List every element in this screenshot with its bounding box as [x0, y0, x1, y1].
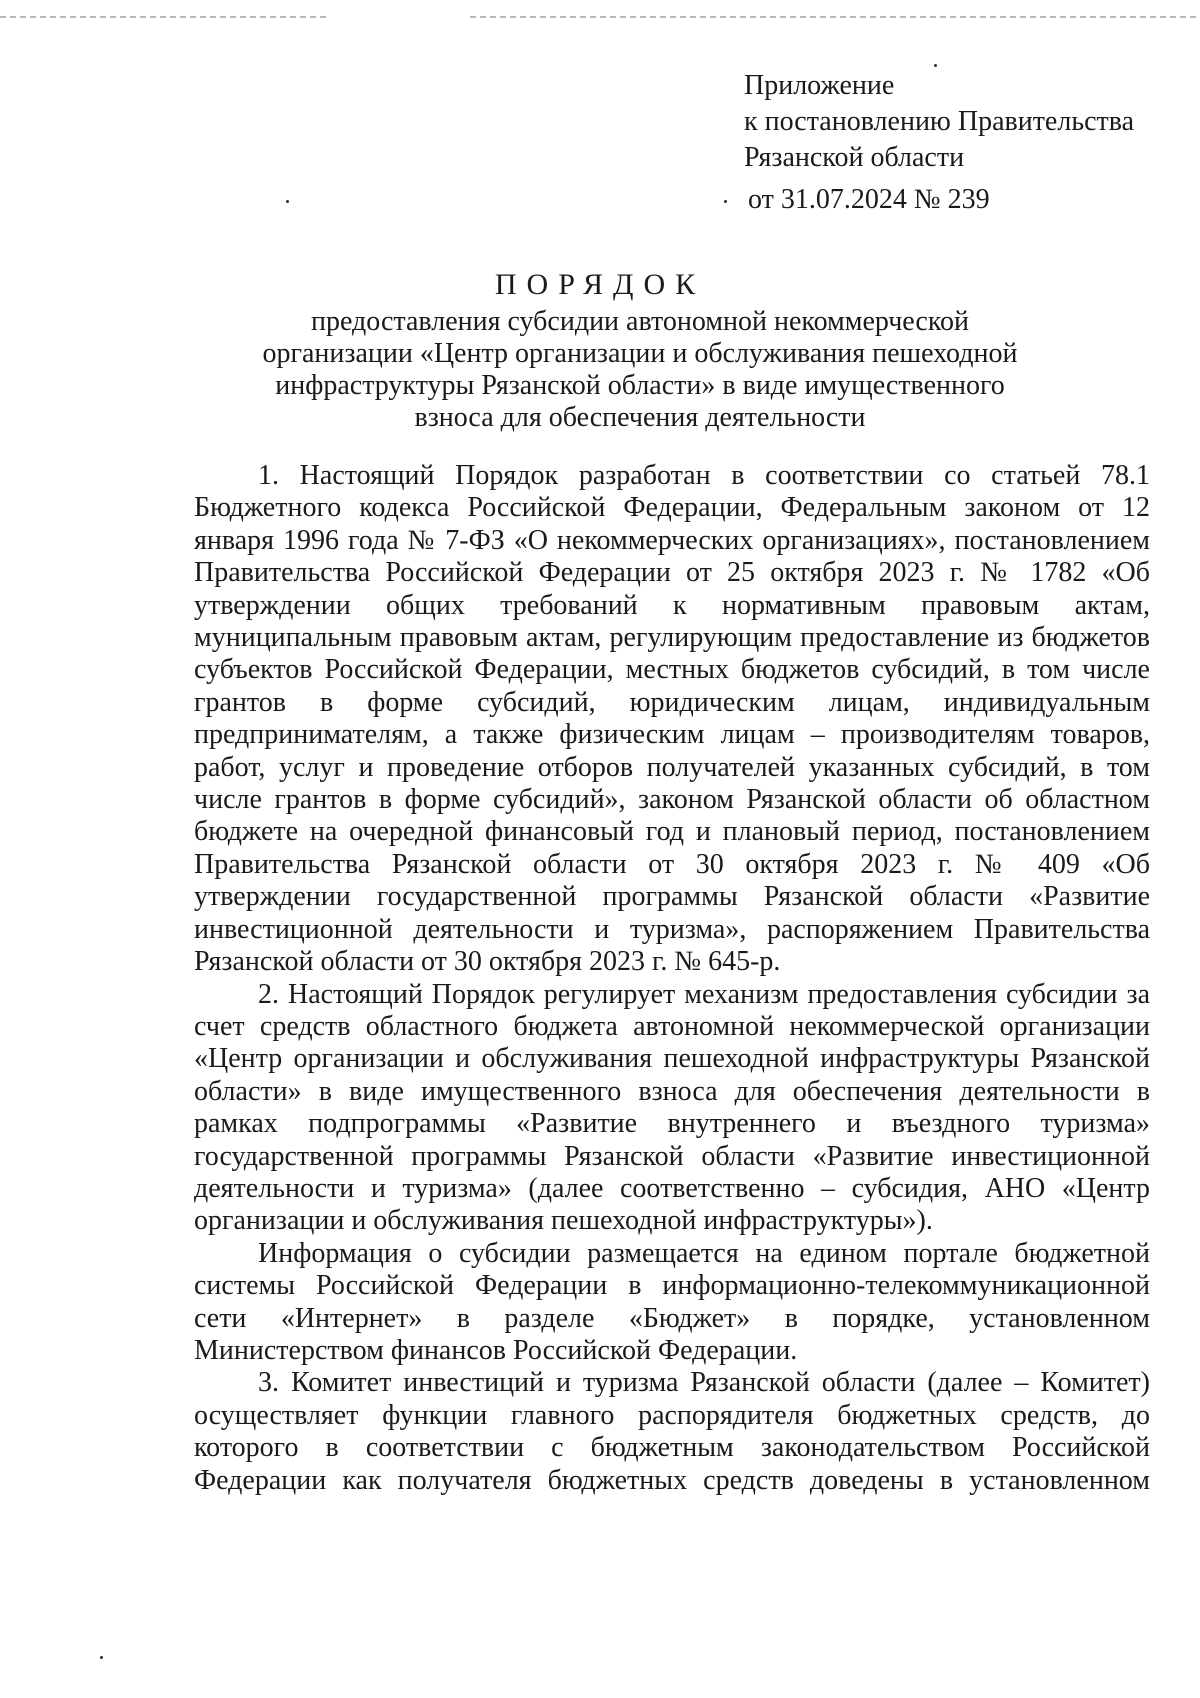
appendix-line-1: Приложение [744, 70, 895, 101]
document-body [194, 460, 1150, 1497]
scan-speck [286, 200, 289, 203]
subtitle-line-1: предоставления субсидии автономной некоммерческой [310, 306, 970, 337]
appendix-line-2: к постановлению Правительства [744, 106, 1135, 137]
scan-speck [724, 200, 727, 203]
paragraph-1: 1. Настоящий Порядок разработан в соответствии со статьей 78.1 Бюджетного кодекса Российской Федерации, Федеральным законом от 12 января 1996 года № 7-ФЗ «О некоммерческих организациях», постановлением Правительства Российской Федерации от 25 октября 2023 г. № 1782 «Об утверждении общих требований к нормативным правовым актам, муниципальным правовым актам, регулирующим предоставление из бюджетов субъектов Российской Федерации, местных бюджетов субсидий, в том числе грантов в форме субсидий, юридическим лицам, индивидуальным предпринимателям, а также физическим лицам – производителям товаров, работ, услуг и проведение отборов получателей указанных субсидий, в том числе грантов в форме субсидий», законом Рязанской области об областном бюджете на очередной финансовый год и плановый период, постановлением Правительства Рязанской области от 30 октября 2023 г. № 409 «Об утверждении государственной программы Рязанской области «Развитие инвестиционной деятельности и туризма», распоряжением Правительства Рязанской области от 30 октября 2023 г. № 645-р. [194, 460, 1150, 978]
appendix-header [744, 68, 1134, 218]
paragraph-3: 3. Комитет инвестиций и туризма Рязанской области (далее – Комитет) осуществляет функции главного распорядителя бюджетных средств, до которого в соответствии с бюджетным законодательством Российской Федерации как получателя бюджетных средств доведены в установленном [194, 1367, 1150, 1496]
paragraph-2: 2. Настоящий Порядок регулирует механизм предоставления субсидии за счет средств областного бюджета автономной некоммерческой организации «Центр организации и обслуживания пешеходной инфраструктуры Рязанской области» в виде имущественного взноса для обеспечения деятельности в рамках подпрограммы «Развитие внутреннего и въездного туризма» государственной программы Рязанской области «Развитие инвестиционной деятельности и туризма» (далее соответственно – субсидия, АНО «Центр организации и обслуживания пешеходной инфраструктуры»). [194, 978, 1150, 1237]
document-title: ПОРЯДОК [494, 268, 706, 301]
document-subtitle [260, 306, 1020, 434]
subtitle-line-2: организации «Центр организации и обслуживания пешеходной [262, 338, 1018, 369]
scan-edge-top-right [470, 16, 1200, 18]
appendix-date-line: от 31.07.2024 № 239 [748, 184, 990, 215]
subtitle-line-4: взноса для обеспечения деятельности [414, 402, 866, 433]
scan-speck [100, 1656, 103, 1659]
paragraph-2-info: Информация о субсидии размещается на едином портале бюджетной системы Российской Федерации в информационно-телекоммуникационной сети «Интернет» в разделе «Бюджет» в порядке, установленном Министерством финансов Российской Федерации. [194, 1237, 1150, 1366]
scan-edge-top-left [0, 16, 330, 18]
scan-speck [934, 64, 937, 67]
subtitle-line-3: инфраструктуры Рязанской области» в виде имущественного [275, 370, 1005, 401]
appendix-line-3: Рязанской области [744, 142, 965, 173]
